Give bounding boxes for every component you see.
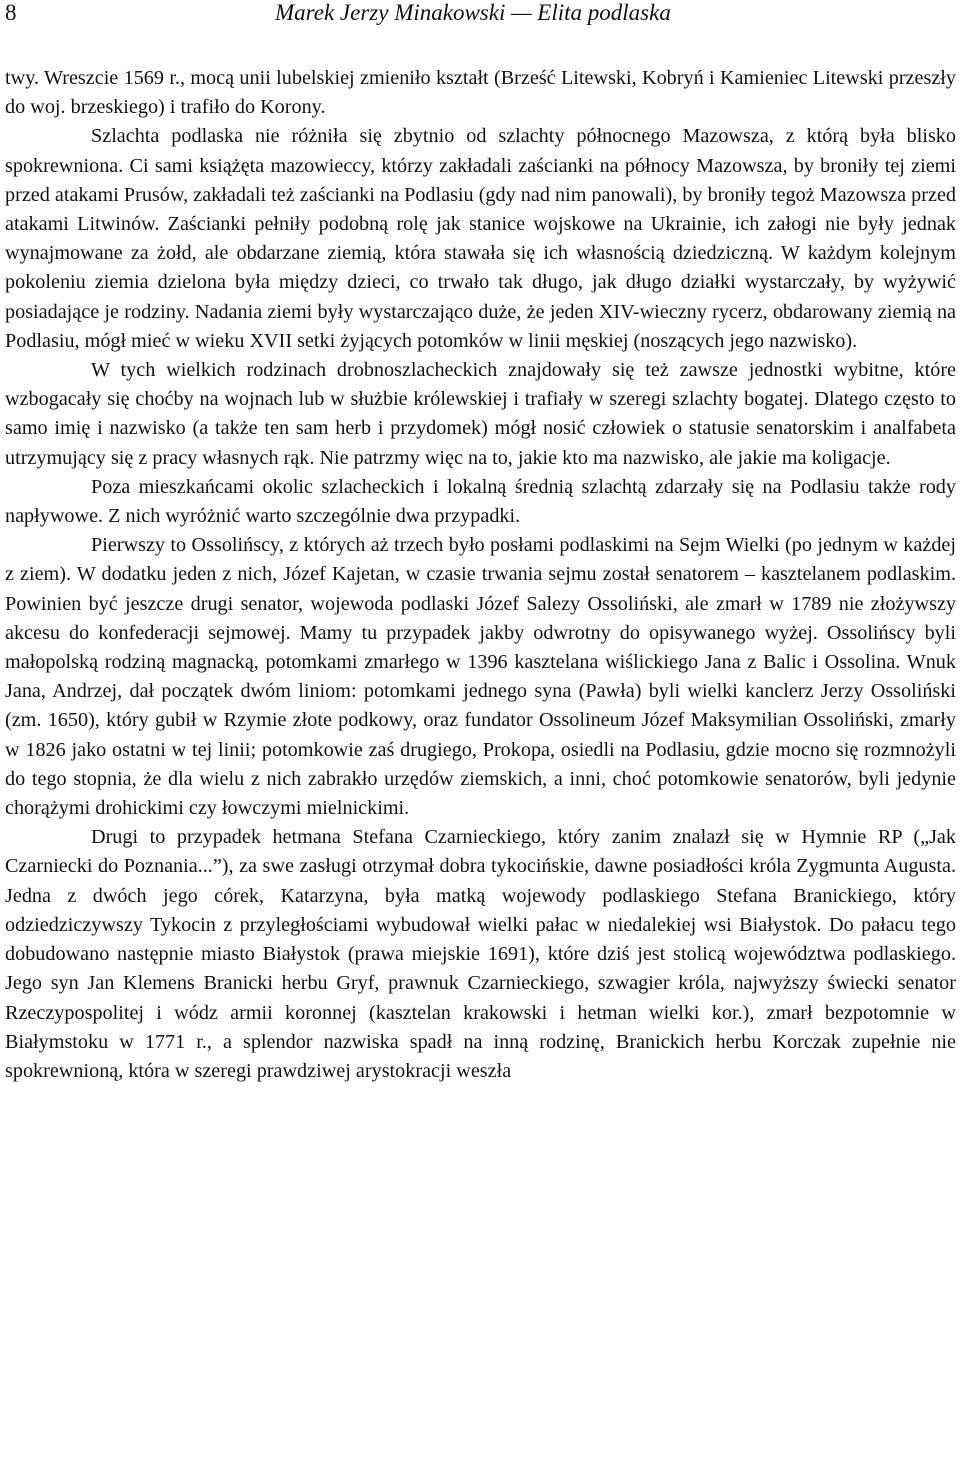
paragraph: Poza mieszkańcami okolic szlacheckich i lokalną średnią szlachtą zdarzały się na Podlasiu także rody napływowe. Z nich wyróżnić warto szczególnie dwa przypadki. bbox=[5, 475, 956, 528]
paragraph: Drugi to przypadek hetmana Stefana Czarnieckiego, który zanim znalazł się w Hymnie RP („Jak Czarniecki do Poznania...”), za swe zasługi otrzymał dobra tykocińskie, dawne posiadłości króla Zygmunta Augusta. Jedna z dwóch jego córek, Katarzyna, była matką wojewody podlaskiego Stefana Branickiego, który odziedziczywszy Tykocin z przyległościami wybudował wielki pałac w niedalekiej wsi Białystok. Do pałacu tego dobudowano następnie miasto Białystok (prawa miejskie 1691), które dziś jest stolicą województwa podlaskiego. Jego syn Jan Klemens Branicki herbu Gryf, prawnuk Czarnieckiego, szwagier króla, najwyższy świecki senator Rzeczypospolitej i wódz armii koronnej (kasztelan krakowski i hetman wielki kor.), zmarł bezpotomnie w Białymstoku w 1771 r., a splendor nazwiska spadł na inną rodzinę, Branickich herbu Korczak zupełnie nie spokrewnioną, która w szeregi prawdziwej arystokracji weszła bbox=[5, 826, 956, 1082]
page-number: 8 bbox=[5, 0, 17, 25]
body-text bbox=[5, 64, 956, 1086]
paragraph: W tych wielkich rodzinach drobnoszlacheckich znajdowały się też zawsze jednostki wybitne, które wzbogacały się choćby na wojnach lub w służbie królewskiej i trafiały w szeregi szlachty bogatej. Dlatego często to samo imię i nazwisko (a także ten sam herb i przydomek) mógł nosić człowiek o statusie senatorskim i analfabeta utrzymujący się z pracy własnych rąk. Nie patrzmy więc na to, jakie kto ma nazwisko, ale jakie ma koligacje. bbox=[5, 359, 956, 469]
paragraph: Szlachta podlaska nie różniła się zbytnio od szlachty północnego Mazowsza, z którą była blisko spokrewniona. Ci sami książęta mazowieccy, którzy zakładali zaścianki na północy Mazowsza, by broniły tej ziemi przed atakami Prusów, zakładali też zaścianki na Podlasiu (gdy nad nim panowali), by broniły tegoż Mazowsza przed atakami Litwinów. Zaścianki pełniły podobną rolę jak stanice wojskowe na Ukrainie, ich załogi nie były jednak wynajmowane za żołd, ale obdarzane ziemią, która stawała się ich własnością dziedziczną. W każdym kolejnym pokoleniu ziemia dzielona była między dzieci, co trwało tak długo, jak długo działki wystarczały, by wyżywić posiadające je rodziny. Nadania ziemi były wystarczająco duże, że jeden XIV-wieczny rycerz, obdarowany ziemią na Podlasiu, mógł mieć w wieku XVII setki żyjących potomków w linii męskiej (noszących jego nazwisko). bbox=[5, 125, 956, 352]
running-head: Marek Jerzy Minakowski — Elita podlaska bbox=[275, 0, 671, 25]
page-header bbox=[5, 0, 956, 38]
paragraph: Pierwszy to Ossolińscy, z których aż trzech było posłami podlaskimi na Sejm Wielki (po jednym w każdej z ziem). W dodatku jeden z nich, Józef Kajetan, w czasie trwania sejmu został senatorem – kasztelanem podlaskim. Powinien być jeszcze drugi senator, wojewoda podlaski Józef Salezy Ossoliński, ale zmarł w 1789 nie złożywszy akcesu do konfederacji sejmowej. Mamy tu przypadek jakby odwrotny do opisywanego wyżej. Ossolińscy byli małopolską rodziną magnacką, potomkami zmarłego w 1396 kasztelana wiślickiego Jana z Balic i Ossolina. Wnuk Jana, Andrzej, dał początek dwóm liniom: potomkami jednego syna (Pawła) byli wielki kanclerz Jerzy Ossoliński (zm. 1650), który gubił w Rzymie złote podkowy, oraz fundator Ossolineum Józef Maksymilian Ossoliński, zmarły w 1826 jako ostatni w tej linii; potomkowie zaś drugiego, Prokopa, osiedli na Podlasiu, gdzie mocno się rozmnożyli do tego stopnia, że dla wielu z nich zabrakło urzędów ziemskich, a inni, choć potomkowie senatorów, byli jedynie chorążymi drohickimi czy łowczymi mielnickimi. bbox=[5, 534, 956, 820]
paragraph: twy. Wreszcie 1569 r., mocą unii lubelskiej zmieniło kształt (Brześć Litewski, Kobryń i Kamieniec Litewski przeszły do woj. brzeskiego) i trafiło do Korony. bbox=[5, 67, 956, 119]
